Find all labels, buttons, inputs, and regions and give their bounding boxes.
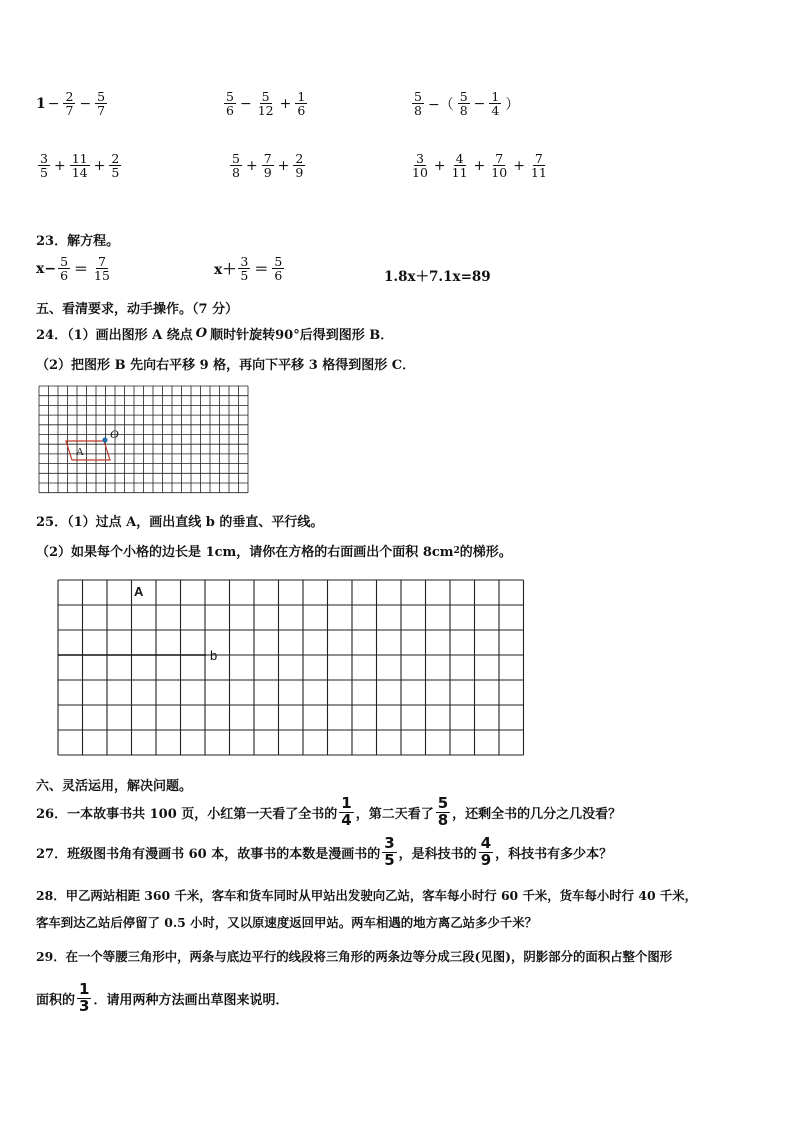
q23-title: 23．解方程。 xyxy=(36,234,120,249)
q27-text: ，是科技书的 xyxy=(398,846,477,862)
section-5-heading: 五、看清要求，动手操作。（7 分） xyxy=(36,302,239,317)
point-a-label: A xyxy=(134,584,144,599)
fraction: $\frac{1}{4}$ xyxy=(491,89,500,119)
operator: − xyxy=(473,95,486,112)
operator: ） xyxy=(505,96,520,113)
fraction: $\frac{1}{4}$ xyxy=(341,794,352,829)
fraction: $\frac{7}{15}$ xyxy=(94,254,110,284)
q25-grid xyxy=(36,577,528,759)
q27-text: 27．班级图书角有漫画书 60 本，故事书的本数是漫画书的 xyxy=(36,846,381,862)
equals: ＝ xyxy=(254,261,269,278)
q26-text: 26．一本故事书共 100 页，小红第一天看了全书的 xyxy=(36,806,338,822)
line-b-label: b xyxy=(210,648,218,663)
q28-line1: 28．甲乙两站相距 360 千米，客车和货车同时从甲站出发驶向乙站，客车每小时行 60 千米，货车每小时行 40 千米， xyxy=(36,888,698,903)
fraction: $\frac{5}{6}$ xyxy=(60,254,69,284)
point-o-label: O xyxy=(195,326,208,341)
q23-eq3: 1.8x＋7.1x=89 xyxy=(384,269,491,285)
calc-2-2 xyxy=(228,152,307,179)
point-o-label: O xyxy=(110,427,119,441)
q23-eq2 xyxy=(214,255,286,282)
q29-line2 xyxy=(36,982,288,1015)
q28-line2: 客车到达乙站后停留了 0.5 小时，又以原速度返回甲站。两车相遇的地方离乙站多少千米？ xyxy=(36,915,538,930)
calc-2-1 xyxy=(36,152,123,179)
operator: + xyxy=(473,157,486,174)
operator: − xyxy=(239,95,252,112)
grid-lines xyxy=(39,386,248,493)
point-o xyxy=(102,437,107,442)
q29-text: ．请用两种方法画出草图来说明． xyxy=(93,992,289,1008)
fraction: $\frac{2}{7}$ xyxy=(65,89,74,119)
fraction: $\frac{5}{6}$ xyxy=(226,89,234,119)
calc-1-1 xyxy=(36,90,109,117)
operator: + xyxy=(93,157,106,174)
shape-a-label: A xyxy=(76,446,84,458)
operator: + xyxy=(433,157,446,174)
fraction: $\frac{5}{8}$ xyxy=(414,89,422,119)
q26-text: ，第二天看了 xyxy=(355,806,434,822)
q29-text: 面积的 xyxy=(36,992,76,1008)
fraction: $\frac{4}{11}$ xyxy=(451,151,468,181)
operator: − xyxy=(47,95,60,112)
fraction: $\frac{7}{9}$ xyxy=(263,151,272,181)
whole-number: 1 xyxy=(36,95,46,112)
fraction: $\frac{1}{6}$ xyxy=(297,89,306,119)
q26 xyxy=(36,796,621,829)
eq-prefix: x− xyxy=(36,260,57,277)
fraction: $\frac{3}{5}$ xyxy=(240,254,249,284)
superscript: 2 xyxy=(453,545,460,556)
operator: + xyxy=(279,95,292,112)
operator: + xyxy=(53,157,66,174)
q27-text: ，科技书有多少本？ xyxy=(495,846,613,862)
q29-line1: 29．在一个等腰三角形中，两条与底边平行的线段将三角形的两条边等分成三段(见图)，阴影部分的面积占整个图形 xyxy=(36,949,673,964)
eq-prefix: x＋ xyxy=(214,261,237,278)
fraction: $\frac{7}{10}$ xyxy=(491,151,508,181)
q24-line1 xyxy=(36,324,393,343)
q24-text: 顺时针旋转90°后得到图形 B． xyxy=(210,328,394,343)
fraction: $\frac{5}{8}$ xyxy=(232,151,240,181)
fraction: $\frac{4}{9}$ xyxy=(480,834,492,869)
q23-eq1 xyxy=(36,255,114,282)
fraction: $\frac{3}{5}$ xyxy=(384,834,395,869)
fraction: $\frac{3}{5}$ xyxy=(40,151,48,181)
calc-1-3 xyxy=(410,90,521,117)
q25-text: 的梯形。 xyxy=(459,545,512,560)
equals: ＝ xyxy=(74,261,89,278)
operator: + xyxy=(245,157,258,174)
fraction: $\frac{5}{6}$ xyxy=(274,254,283,284)
fraction: $\frac{5}{8}$ xyxy=(437,794,449,829)
q27 xyxy=(36,836,612,869)
fraction: $\frac{5}{12}$ xyxy=(257,89,274,119)
calc-1-2 xyxy=(222,90,309,117)
fraction: $\frac{5}{8}$ xyxy=(459,89,468,119)
q25-line1: 25．（1）过点 A，画出直线 b 的垂直、平行线。 xyxy=(36,515,324,530)
fraction: $\frac{7}{11}$ xyxy=(530,151,547,181)
operator: −（ xyxy=(427,96,454,113)
fraction: $\frac{1}{3}$ xyxy=(79,980,90,1015)
section-6-heading: 六、灵活运用，解决问题。 xyxy=(36,779,193,794)
fraction: $\frac{5}{7}$ xyxy=(97,89,106,119)
fraction: $\frac{2}{5}$ xyxy=(111,151,120,181)
grid-lines xyxy=(58,580,524,755)
operator: − xyxy=(79,95,92,112)
fraction: $\frac{3}{10}$ xyxy=(412,151,428,181)
q24-grid xyxy=(38,385,256,495)
operator: + xyxy=(277,157,290,174)
fraction: $\frac{2}{9}$ xyxy=(295,151,304,181)
fraction: $\frac{11}{14}$ xyxy=(71,151,88,181)
q25-line2 xyxy=(36,541,512,560)
calc-2-3 xyxy=(408,152,551,179)
q24-text: 24．（1）画出图形 A 绕点 xyxy=(36,328,193,343)
q26-text: ，还剩全书的几分之几没看？ xyxy=(452,806,622,822)
q24-line2: （2）把图形 B 先向右平移 9 格，再向下平移 3 格得到图形 C． xyxy=(36,358,416,373)
operator: + xyxy=(513,157,525,174)
q25-text: （2）如果每个小格的边长是 1cm，请你在方格的右面画出个面积 8cm xyxy=(36,545,454,560)
